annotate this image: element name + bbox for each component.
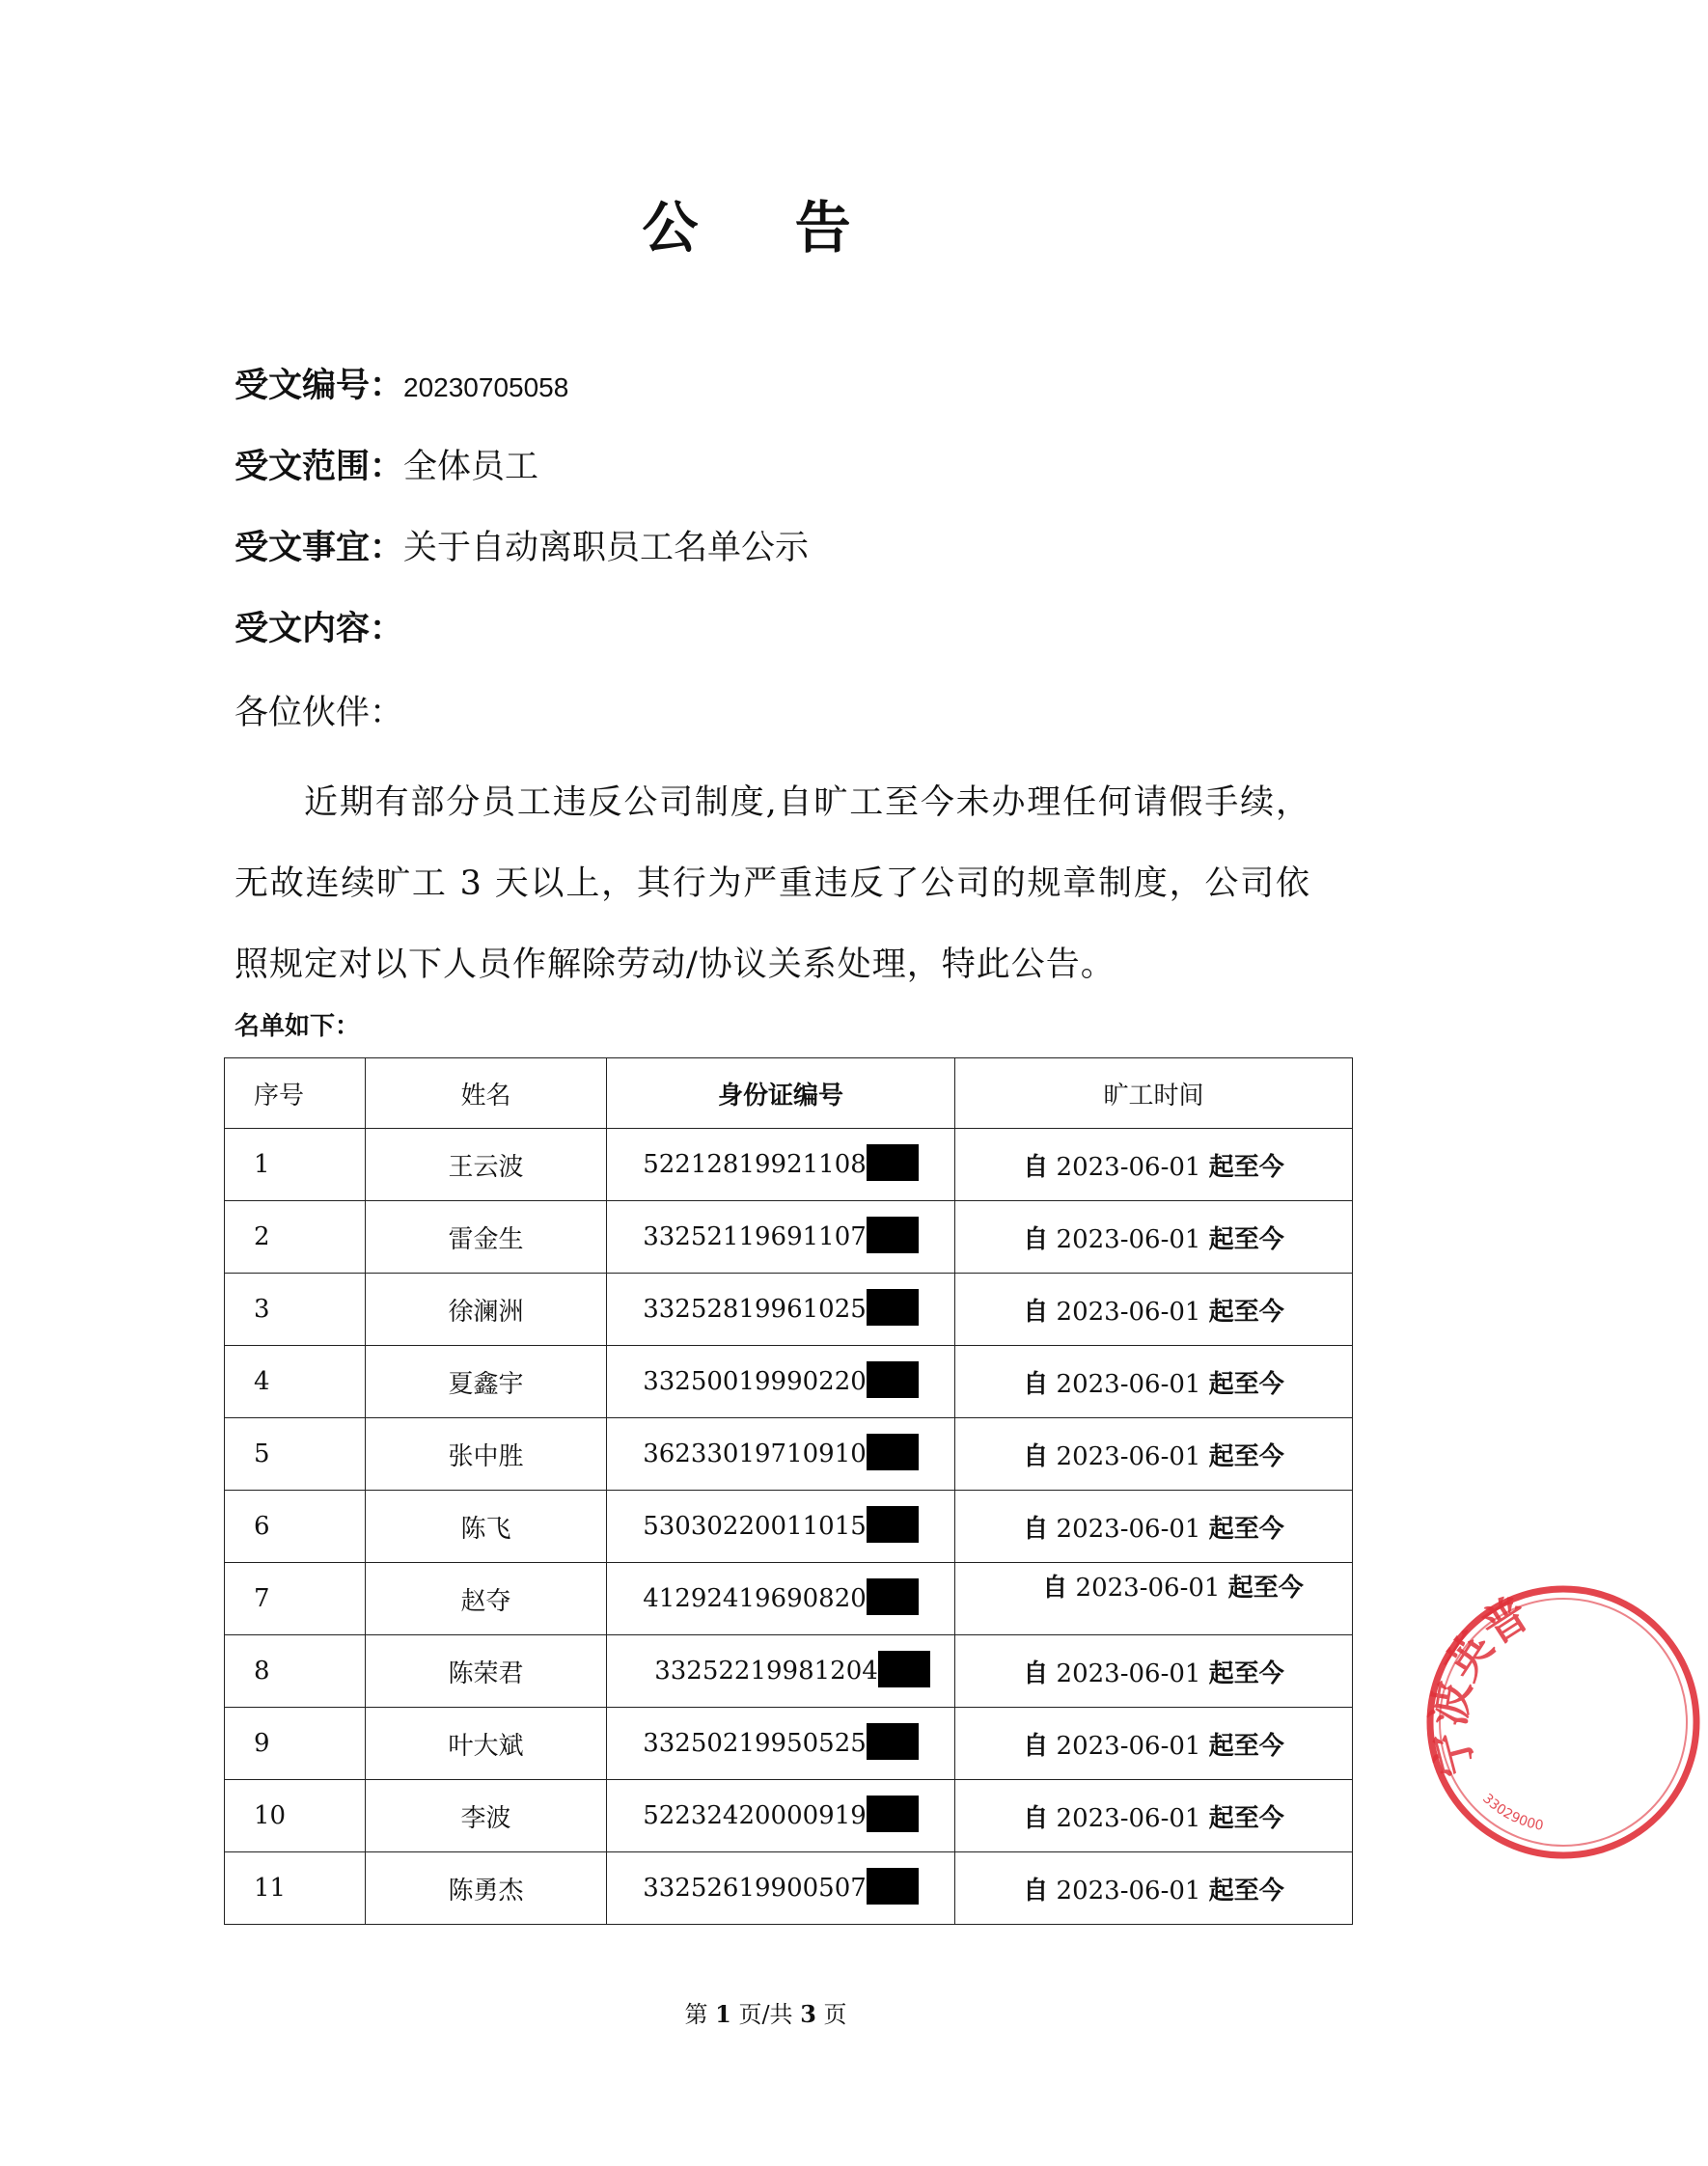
- header-id: 身份证编号: [607, 1058, 955, 1129]
- table-row: [225, 1418, 1353, 1491]
- cell-seq: 3: [225, 1274, 366, 1346]
- absence-start-date: 2023-06-01: [1056, 1224, 1201, 1254]
- time-prefix: 自: [1023, 1876, 1049, 1906]
- time-suffix: 起至今: [1208, 1152, 1284, 1182]
- absence-start-date: 2023-06-01: [1056, 1369, 1201, 1399]
- redaction-box: [867, 1796, 919, 1832]
- cell-time: [955, 1418, 1353, 1491]
- absence-period: [1023, 1726, 1283, 1762]
- cell-id: [607, 1563, 955, 1635]
- header-field-label: 受文内容：: [234, 610, 404, 648]
- id-number: 52232420000919: [643, 1801, 867, 1830]
- time-suffix: 起至今: [1208, 1731, 1284, 1761]
- time-prefix: 自: [1023, 1152, 1049, 1182]
- header-field-label: 受文编号：: [234, 367, 404, 405]
- id-number-wrap: [643, 1801, 919, 1830]
- table-row: [225, 1708, 1353, 1780]
- absence-period: [1023, 1798, 1283, 1834]
- cell-name: 陈勇杰: [366, 1852, 607, 1925]
- id-number-wrap: [643, 1295, 919, 1324]
- redaction-box: [867, 1723, 919, 1760]
- time-prefix: 自: [1023, 1514, 1049, 1544]
- cell-time: [955, 1708, 1353, 1780]
- header-seq: 序号: [225, 1058, 366, 1129]
- id-number: 36233019710910: [643, 1439, 867, 1468]
- id-number-wrap: [643, 1222, 919, 1251]
- id-number-wrap: [643, 1512, 919, 1541]
- time-prefix: 自: [1023, 1659, 1049, 1688]
- id-number: 33252819961025: [643, 1295, 867, 1324]
- cell-name: 夏鑫宇: [366, 1346, 607, 1418]
- id-number: 33250219950525: [643, 1729, 867, 1758]
- cell-id: [607, 1491, 955, 1563]
- time-suffix: 起至今: [1208, 1876, 1284, 1906]
- time-prefix: 自: [1023, 1297, 1049, 1327]
- time-prefix: 自: [1023, 1441, 1049, 1471]
- cell-id: [607, 1708, 955, 1780]
- header-time: 旷工时间: [955, 1058, 1353, 1129]
- cell-seq: 5: [225, 1418, 366, 1491]
- time-suffix: 起至今: [1208, 1224, 1284, 1254]
- cell-time: [955, 1780, 1353, 1852]
- cell-id: [607, 1346, 955, 1418]
- greeting: 各位伙伴：: [234, 694, 404, 732]
- absence-period: [1023, 1871, 1283, 1906]
- cell-id: [607, 1635, 955, 1708]
- document-title: 公 告: [642, 195, 890, 260]
- id-number: 33252119691107: [643, 1222, 867, 1251]
- absence-start-date: 2023-06-01: [1056, 1514, 1201, 1544]
- time-suffix: 起至今: [1208, 1514, 1284, 1544]
- svg-text:宁波英普: [1422, 1586, 1538, 1781]
- time-suffix: 起至今: [1227, 1573, 1304, 1603]
- absence-start-date: 2023-06-01: [1056, 1876, 1201, 1906]
- time-prefix: 自: [1023, 1731, 1049, 1761]
- absence-period: [1023, 1509, 1283, 1545]
- header-field-row: [234, 605, 403, 653]
- table-row: [225, 1274, 1353, 1346]
- redaction-box: [867, 1434, 919, 1470]
- company-seal-icon: [1419, 1577, 1708, 1867]
- cell-time: [955, 1491, 1353, 1563]
- cell-time: [955, 1635, 1353, 1708]
- time-prefix: 自: [1023, 1803, 1049, 1833]
- redaction-box: [867, 1506, 919, 1543]
- header-field-value: 全体员工: [403, 448, 539, 486]
- time-prefix: 自: [1023, 1369, 1049, 1399]
- footer-suffix: 页: [823, 2001, 847, 2028]
- cell-time: [955, 1563, 1353, 1635]
- id-number: 33250019990220: [643, 1367, 867, 1396]
- svg-text:33029000: [1479, 1791, 1545, 1834]
- redaction-box: [867, 1578, 919, 1615]
- absence-period: [1023, 1437, 1283, 1472]
- time-prefix: 自: [1042, 1573, 1068, 1603]
- id-number-wrap: [643, 1367, 919, 1396]
- absence-start-date: 2023-06-01: [1056, 1659, 1201, 1688]
- roster-table: [224, 1057, 1353, 1925]
- cell-name: 王云波: [366, 1129, 607, 1201]
- header-field-row: [234, 443, 538, 491]
- cell-seq: 11: [225, 1852, 366, 1925]
- time-prefix: 自: [1023, 1224, 1049, 1254]
- seal-text: 宁波英普: [1421, 1586, 1538, 1782]
- id-number: 33252619900507: [643, 1874, 867, 1903]
- cell-time: [955, 1274, 1353, 1346]
- seal-number: 33029000: [1479, 1791, 1545, 1834]
- time-suffix: 起至今: [1208, 1659, 1284, 1688]
- table-row: [225, 1635, 1353, 1708]
- id-number-wrap: [643, 1150, 919, 1179]
- table-row: [225, 1129, 1353, 1201]
- footer-middle: 页/共: [738, 2001, 793, 2028]
- header-field-label: 受文事宜：: [234, 529, 404, 567]
- absence-start-date: 2023-06-01: [1075, 1573, 1221, 1603]
- cell-seq: 2: [225, 1201, 366, 1274]
- redaction-box: [867, 1361, 919, 1398]
- id-number-wrap: [643, 1584, 919, 1613]
- absence-period: [1023, 1364, 1283, 1400]
- cell-seq: 4: [225, 1346, 366, 1418]
- cell-seq: 1: [225, 1129, 366, 1201]
- cell-name: 徐澜洲: [366, 1274, 607, 1346]
- redaction-box: [867, 1217, 919, 1253]
- cell-name: 叶大斌: [366, 1708, 607, 1780]
- cell-seq: 8: [225, 1635, 366, 1708]
- table-row: [225, 1491, 1353, 1563]
- cell-name: 雷金生: [366, 1201, 607, 1274]
- cell-seq: 10: [225, 1780, 366, 1852]
- cell-id: [607, 1201, 955, 1274]
- cell-time: [955, 1346, 1353, 1418]
- redaction-box: [867, 1289, 919, 1326]
- absence-period: [1042, 1568, 1303, 1604]
- absence-period: [1023, 1147, 1283, 1183]
- id-number-wrap: [643, 1439, 919, 1468]
- time-suffix: 起至今: [1208, 1369, 1284, 1399]
- id-number-wrap: [643, 1729, 919, 1758]
- redaction-box: [878, 1651, 930, 1687]
- table-row: [225, 1852, 1353, 1925]
- absence-start-date: 2023-06-01: [1056, 1152, 1201, 1182]
- cell-time: [955, 1852, 1353, 1925]
- time-suffix: 起至今: [1208, 1441, 1284, 1471]
- header-field-value: 关于自动离职员工名单公示: [403, 529, 810, 567]
- id-number-wrap: [654, 1657, 930, 1686]
- cell-name: 陈飞: [366, 1491, 607, 1563]
- footer-prefix: 第: [684, 2001, 708, 2028]
- cell-id: [607, 1780, 955, 1852]
- redaction-box: [867, 1144, 919, 1181]
- absence-period: [1023, 1292, 1283, 1328]
- cell-seq: 7: [225, 1563, 366, 1635]
- absence-start-date: 2023-06-01: [1056, 1297, 1201, 1327]
- header-field-row: [234, 362, 568, 412]
- header-field-label: 受文范围：: [234, 448, 404, 486]
- time-suffix: 起至今: [1208, 1297, 1284, 1327]
- table-row: [225, 1563, 1353, 1635]
- time-suffix: 起至今: [1208, 1803, 1284, 1833]
- table-header-row: [225, 1058, 1353, 1129]
- id-number: 41292419690820: [643, 1584, 867, 1613]
- list-heading: 名单如下：: [234, 1012, 361, 1041]
- redaction-box: [867, 1868, 919, 1905]
- page-footer: [0, 1997, 1531, 2032]
- absence-period: [1023, 1220, 1283, 1255]
- cell-id: [607, 1274, 955, 1346]
- id-number: 33252219981204: [654, 1657, 878, 1686]
- id-number-wrap: [643, 1874, 919, 1903]
- absence-start-date: 2023-06-01: [1056, 1441, 1201, 1471]
- cell-id: [607, 1852, 955, 1925]
- cell-time: [955, 1201, 1353, 1274]
- body-paragraph: 近期有部分员工违反公司制度,自旷工至今未办理任何请假手续，无故连续旷工 3 天以上，其行为严重违反了公司的规章制度，公司依照规定对以下人员作解除劳动/协议关系处理，特此公告。: [234, 783, 1310, 984]
- absence-start-date: 2023-06-01: [1056, 1731, 1201, 1761]
- footer-total-pages: 3: [800, 2000, 816, 2028]
- table-row: [225, 1346, 1353, 1418]
- cell-id: [607, 1418, 955, 1491]
- footer-page-number: 1: [715, 2000, 731, 2028]
- table-body: [225, 1129, 1353, 1925]
- absence-start-date: 2023-06-01: [1056, 1803, 1201, 1833]
- cell-id: [607, 1129, 955, 1201]
- cell-name: 张中胜: [366, 1418, 607, 1491]
- table-row: [225, 1780, 1353, 1852]
- absence-period: [1023, 1654, 1283, 1689]
- header-field-value: 20230705058: [403, 372, 569, 402]
- cell-time: [955, 1129, 1353, 1201]
- id-number: 53030220011015: [643, 1512, 867, 1541]
- cell-name: 赵夺: [366, 1563, 607, 1635]
- cell-name: 陈荣君: [366, 1635, 607, 1708]
- cell-seq: 9: [225, 1708, 366, 1780]
- id-number: 52212819921108: [643, 1150, 867, 1179]
- cell-name: 李波: [366, 1780, 607, 1852]
- table-row: [225, 1201, 1353, 1274]
- header-field-row: [234, 524, 809, 572]
- cell-seq: 6: [225, 1491, 366, 1563]
- header-name: 姓名: [366, 1058, 607, 1129]
